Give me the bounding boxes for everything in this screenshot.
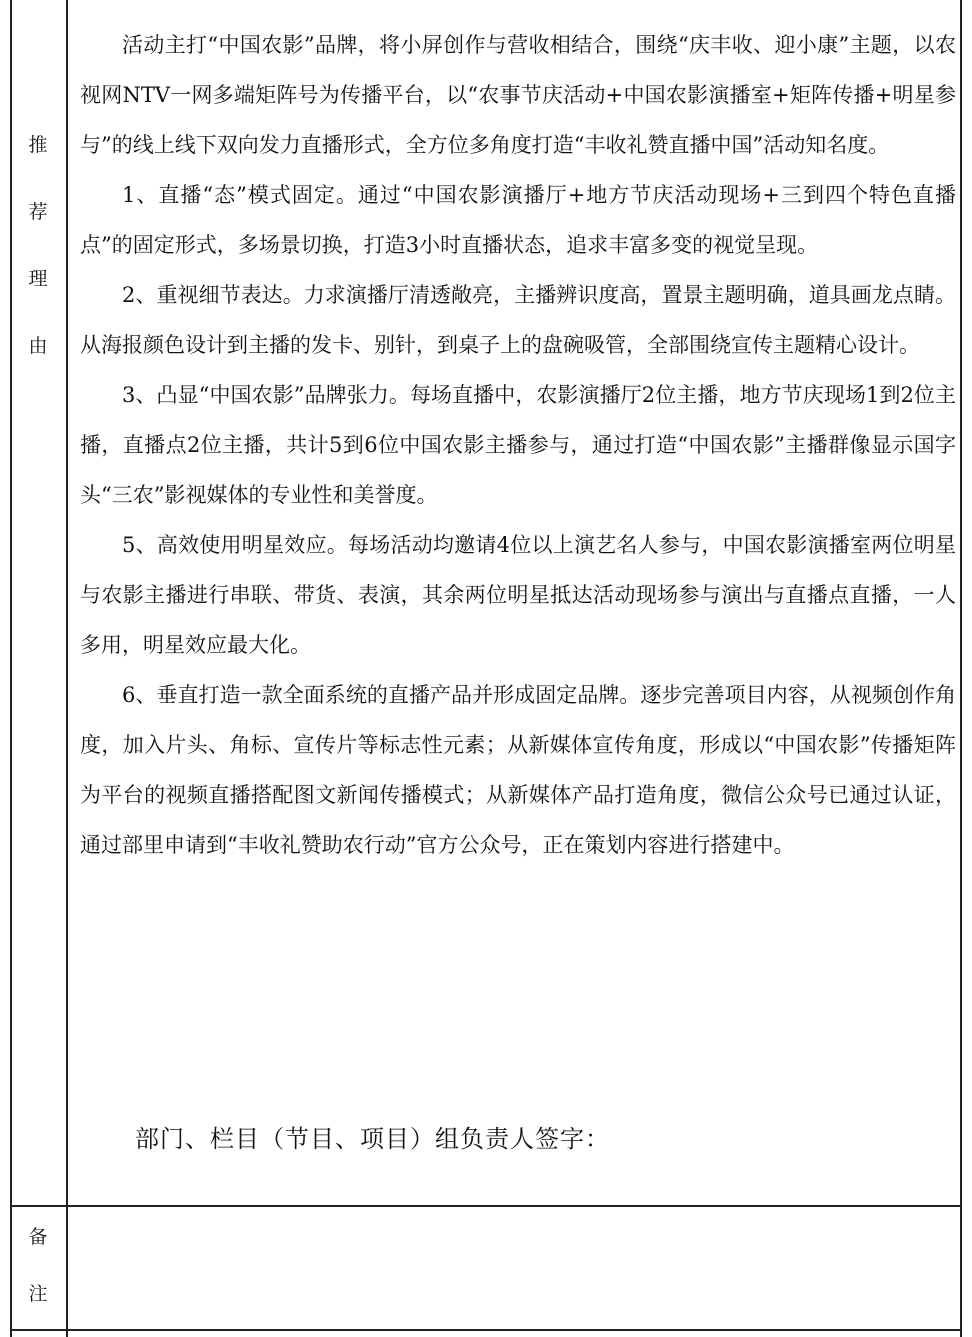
intro-paragraph: 活动主打“中国农影”品牌，将小屏创作与营收相结合，围绕“庆丰收、迎小康”主题，以农视网NTV一网多端矩阵号为传播平台，以“农事节庆活动+中国农影演播室+矩阵传播+明星参与”的线上线下双向发力直播形式，全方位多角度打造“丰收礼赞直播中国”活动知名度。 [80,33,956,157]
label-char: 注 [28,1283,48,1305]
point-paragraph: 5、高效使用明星效应。每场活动均邀请4位以上演艺名人参与，中国农影演播室两位明星与农影主播进行串联、带货、表演，其余两位明星抵达活动现场参与演出与直播点直播，一人多用，明星效应最大化。 [80,533,956,657]
label-char: 由 [28,335,48,357]
label-char: 理 [28,268,48,290]
point-paragraph: 2、重视细节表达。力求演播厅清透敞亮，主播辨识度高，置景主题明确，道具画龙点睛。从海报颜色设计到主播的发卡、别针，到桌子上的盘碗吸管，全部围绕宣传主题精心设计。 [80,283,956,357]
signature-field-label: 部门、栏目（节目、项目）组负责人签字： [135,1125,610,1153]
label-char: 荐 [28,201,48,223]
table-bottom-border [10,1329,962,1331]
remarks-label [10,1228,66,1304]
label-char: 备 [28,1226,48,1248]
label-char: 推 [28,134,48,156]
point-paragraph: 6、垂直打造一款全面系统的直播产品并形成固定品牌。逐步完善项目内容，从视频创作角度，加入片头、角标、宣传片等标志性元素；从新媒体宣传角度，形成以“中国农影”传播矩阵为平台的视频直播搭配图文新闻传播模式；从新媒体产品打造角度，微信公众号已通过认证，通过部里申请到“丰收礼赞助农行动”官方公众号，正在策划内容进行搭建中。 [80,683,956,857]
row-divider [10,1205,962,1207]
recommend-reason-content [80,20,956,870]
table-right-border [960,0,962,1337]
point-paragraph: 3、凸显“中国农影”品牌张力。每场直播中，农影演播厅2位主播，地方节庆现场1到2位主播，直播点2位主播，共计5到6位中国农影主播参与，通过打造“中国农影”主播群像显示国字头“三农”影视媒体的专业性和美誉度。 [80,383,956,507]
label-column-divider [66,0,68,1337]
remarks-content [80,1220,950,1320]
recommend-reason-label [10,136,66,356]
point-paragraph: 1、直播“态”模式固定。通过“中国农影演播厅+地方节庆活动现场+三到四个特色直播点”的固定形式，多场景切换，打造3小时直播状态，追求丰富多变的视觉呈现。 [80,183,956,257]
